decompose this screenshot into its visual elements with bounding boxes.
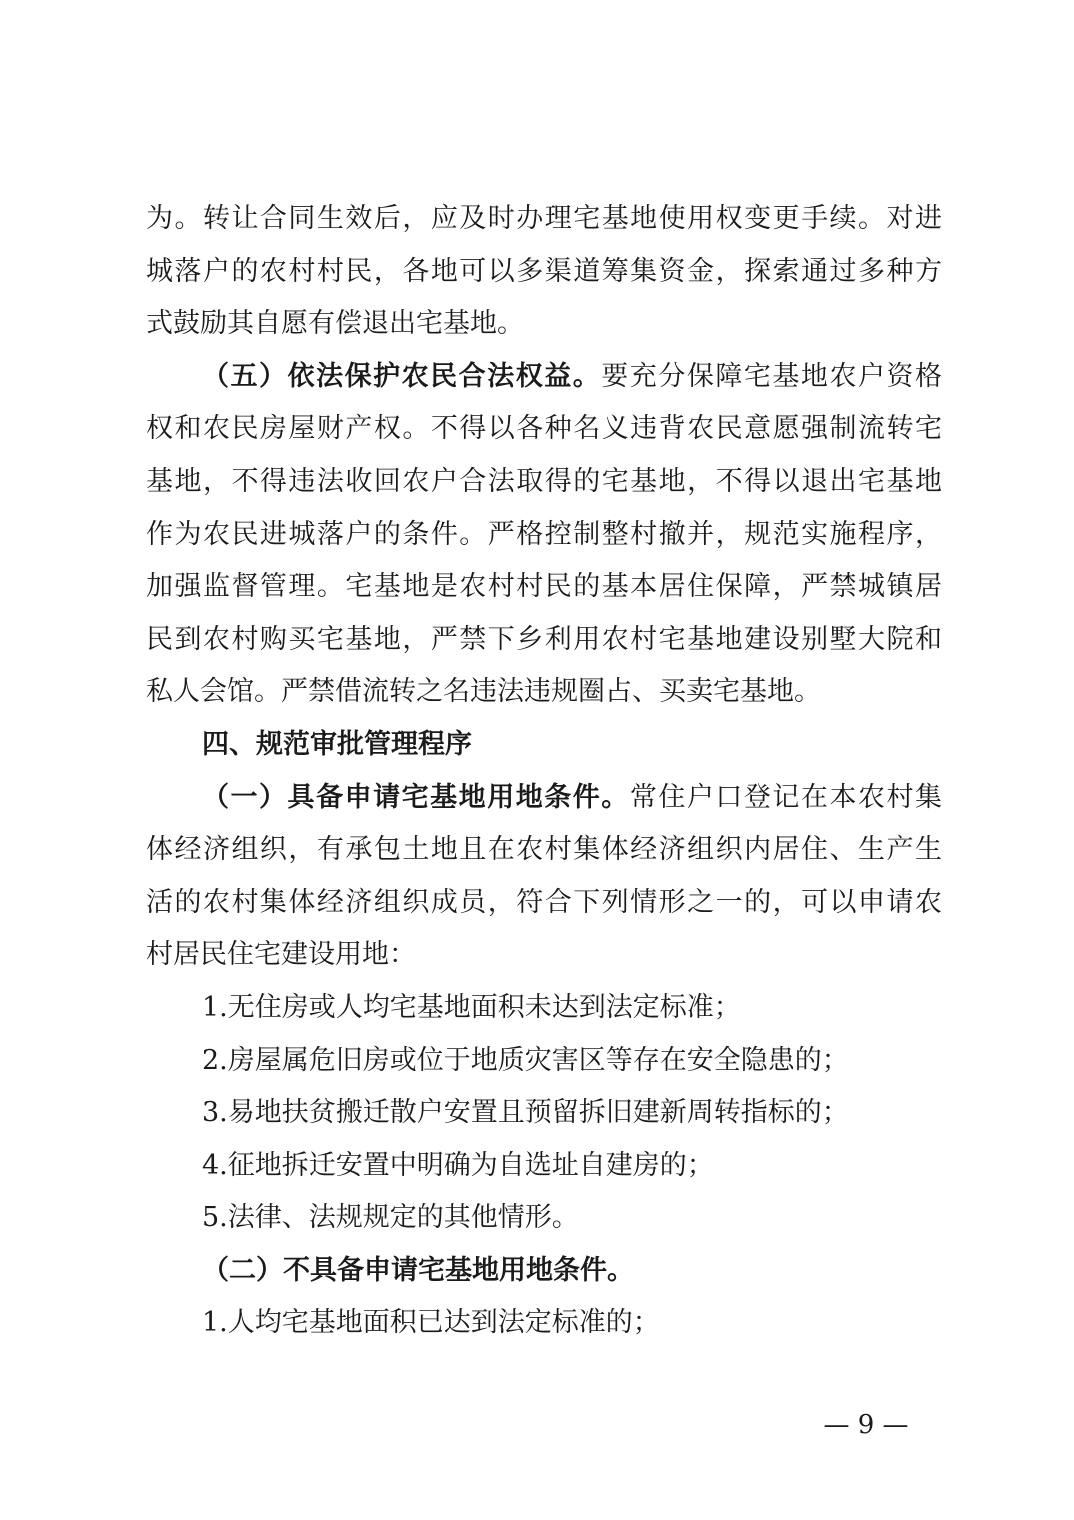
sub2-title: （二）不具备申请宅基地用地条件。	[202, 1254, 634, 1286]
page-number: — 9 —	[823, 1410, 909, 1440]
paragraph-line: 基地，不得违法收回农户合法取得的宅基地，不得以退出宅基地	[146, 465, 942, 497]
paragraph-line: 为。转让合同生效后，应及时办理宅基地使用权变更手续。对进	[146, 203, 942, 234]
sub1-first-rest: 常住户口登记在本农村集	[629, 781, 942, 813]
paragraph-line: 权和农民房屋财产权。不得以各种名义违背农民意愿强制流转宅	[146, 413, 942, 445]
list-item: 3.易地扶贫搬迁散户安置且预留拆旧建新周转指标的；	[202, 1097, 849, 1129]
section5-title: （五）依法保护农民合法权益。	[202, 360, 602, 392]
paragraph-line: 城落户的农村村民，各地可以多渠道筹集资金，探索通过多种方	[146, 255, 942, 287]
paragraph-line: 加强监督管理。宅基地是农村村民的基本居住保障，严禁城镇居	[146, 571, 942, 603]
paragraph-line: 体经济组织，有承包土地且在农村集体经济组织内居住、生产生	[146, 834, 942, 866]
body-text	[146, 193, 942, 1350]
sub1-first-line	[146, 772, 942, 825]
section5-first-line	[146, 351, 942, 404]
section-heading-4: 四、规范审批管理程序	[202, 728, 472, 760]
paragraph-line: 私人会馆。严禁借流转之名违法违规圈占、买卖宅基地。	[146, 676, 821, 708]
list-item: 5.法律、法规规定的其他情形。	[202, 1202, 579, 1234]
paragraph-line: 民到农村购买宅基地，严禁下乡利用农村宅基地建设别墅大院和	[146, 623, 942, 655]
sub1-title: （一）具备申请宅基地用地条件。	[202, 781, 630, 813]
list-item: 2.房屋属危旧房或位于地质灾害区等存在安全隐患的；	[202, 1044, 849, 1076]
paragraph-line: 村居民住宅建设用地：	[146, 939, 416, 971]
list-item: 1.无住房或人均宅基地面积未达到法定标准；	[202, 991, 741, 1023]
section5-first-rest: 要充分保障宅基地农户资格	[601, 360, 942, 392]
paragraph-line: 活的农村集体经济组织成员，符合下列情形之一的，可以申请农	[146, 886, 942, 918]
list-item: 1.人均宅基地面积已达到法定标准的；	[202, 1307, 660, 1339]
list-item: 4.征地拆迁安置中明确为自选址自建房的；	[202, 1149, 714, 1181]
paragraph-line: 式鼓励其自愿有偿退出宅基地。	[146, 308, 524, 340]
paragraph-line: 作为农民进城落户的条件。严格控制整村撤并，规范实施程序，	[146, 518, 942, 550]
